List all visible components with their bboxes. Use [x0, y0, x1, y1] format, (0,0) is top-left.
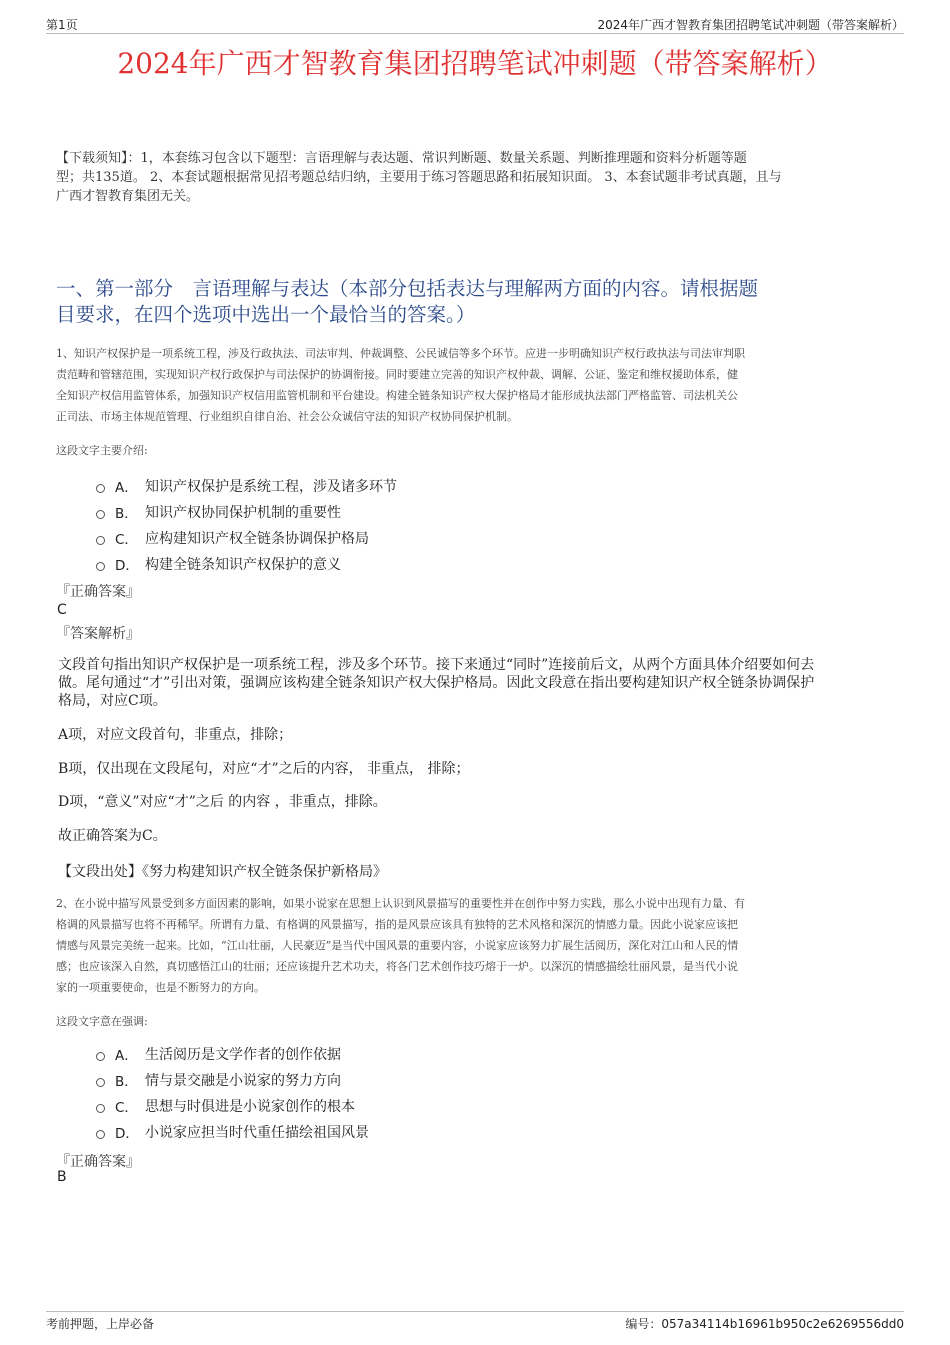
header-doc-title: 2024年广西才智教育集团招聘笔试冲刺题（带答案解析） [597, 18, 904, 32]
document-code [625, 1315, 904, 1332]
correct-answer: C [57, 602, 67, 618]
option-letter: A． [115, 480, 138, 496]
analysis-line: 做。尾句通过“才”引出对策，强调应该构建全链条知识产权大保护格局。因此文段意在指出要构建知识产权全链条协调保护 [58, 675, 815, 691]
option-text: 生活阅历是文学作者的创作依据 [145, 1047, 341, 1063]
analysis-line: 文段首句指出知识产权保护是一项系统工程，涉及多个环节。接下来通过“同时”连接前后文，从两个方面具体介绍要如何去 [58, 657, 815, 673]
question-1-options [96, 473, 397, 577]
question-line: 家的一项重要使命，也是不断努力的方向。 [56, 981, 265, 994]
radio-button-icon[interactable] [96, 484, 105, 493]
section-heading [56, 276, 898, 328]
question-1-text [56, 343, 902, 427]
question-line: 正司法、市场主体规范管理、行业组织自律自治、社会公众诚信守法的知识产权协同保护机制。 [56, 410, 518, 423]
option-letter: B． [115, 1074, 138, 1090]
option-b[interactable] [96, 1067, 369, 1093]
page-header [46, 14, 904, 34]
section-heading-line: 一、第一部分 言语理解与表达（本部分包括表达与理解两方面的内容。请根据题 [56, 277, 759, 300]
section-heading-line: 目要求，在四个选项中选出一个最恰当的答案。） [56, 303, 476, 326]
text-source: 【文段出处】《努力构建知识产权全链条保护新格局》 [58, 864, 387, 880]
page-number: 第1页 [46, 18, 78, 32]
question-line: 全知识产权信用监管体系，加强知识产权信用监管机制和平台建设。构建全链条知识产权大保护格局才能形成执法部门严格监管、司法机关公 [56, 389, 738, 402]
notice-line: 型；共135道。 2、本套试题根据常见招考题总结归纳，主要用于练习答题思路和拓展知识面。 3、本套试题非考试真题，且与 [56, 170, 782, 185]
analysis-line: 格局，对应C项。 [58, 693, 167, 709]
footer-slogan: 考前押题，上岸必备 [46, 1317, 155, 1331]
option-d[interactable] [96, 551, 397, 577]
option-letter: D． [115, 558, 139, 574]
option-letter: B． [115, 506, 138, 522]
question-2-text [56, 893, 902, 998]
question-line: 感；也应该深入自然，真切感悟江山的壮丽；还应该提升艺术功夫，将各门艺术创作技巧熔于一炉。以深沉的情感描绘壮丽风景，是当代小说 [56, 960, 738, 973]
option-letter: C． [115, 1100, 138, 1116]
correct-answer-label: 『正确答案』 [56, 1154, 140, 1170]
question-line: 2、在小说中描写风景受到多方面因素的影响，如果小说家在思想上认识到风景描写的重要性并在创作中努力实践，那么小说中出现有力量、有 [56, 897, 745, 910]
document-title: 2024年广西才智教育集团招聘笔试冲刺题（带答案解析） [117, 47, 833, 80]
notice-line: 【下载须知】：1，本套练习包含以下题型：言语理解与表达题、常识判断题、数量关系题、判断推理题和资料分析题等题 [56, 151, 747, 166]
option-text: 应构建知识产权全链条协调保护格局 [145, 531, 369, 547]
radio-button-icon[interactable] [96, 510, 105, 519]
analysis-conclusion: 故正确答案为C。 [58, 828, 167, 844]
notice-line: 广西才智教育集团无关。 [56, 189, 200, 204]
code-label: 编号： [625, 1317, 662, 1331]
question-line: 格调的风景描写也将不再稀罕。所谓有力量、有格调的风景描写，指的是风景应该具有独特的艺术风格和深沉的情感力量。因此小说家应该把 [56, 918, 738, 931]
download-notice [56, 149, 898, 206]
question-line: 责范畴和管辖范围，实现知识产权行政保护与司法保护的协调衔接。同时要建立完善的知识产权仲裁、调解、公证、鉴定和维权援助体系，健 [56, 368, 738, 381]
question-2-prompt: 这段文字意在强调: [56, 1015, 148, 1028]
option-text: 构建全链条知识产权保护的意义 [145, 557, 341, 573]
question-1-prompt: 这段文字主要介绍: [56, 444, 148, 457]
option-a[interactable] [96, 473, 397, 499]
option-d[interactable] [96, 1119, 369, 1145]
radio-button-icon[interactable] [96, 1078, 105, 1087]
analysis-point: B项，仅出现在文段尾句，对应“才”之后的内容， 非重点， 排除； [58, 761, 470, 777]
option-letter: D． [115, 1126, 139, 1142]
option-text: 小说家应担当时代重任描绘祖国风景 [145, 1125, 369, 1141]
correct-answer-label: 『正确答案』 [56, 584, 140, 600]
option-c[interactable] [96, 525, 397, 551]
option-text: 知识产权协同保护机制的重要性 [145, 505, 341, 521]
option-letter: A． [115, 1048, 138, 1064]
question-line: 情感与风景完美统一起来。比如，“江山壮丽，人民豪迈”是当代中国风景的重要内容，小说家应该努力扩展生活阅历，深化对江山和人民的情 [56, 939, 739, 952]
option-text: 情与景交融是小说家的努力方向 [145, 1073, 341, 1089]
analysis-label: 『答案解析』 [56, 626, 140, 642]
option-letter: C． [115, 532, 138, 548]
radio-button-icon[interactable] [96, 1130, 105, 1139]
option-text: 知识产权保护是系统工程，涉及诸多环节 [145, 479, 397, 495]
correct-answer: B [57, 1169, 67, 1185]
option-a[interactable] [96, 1041, 369, 1067]
option-c[interactable] [96, 1093, 369, 1119]
page-footer [46, 1311, 904, 1333]
analysis-text [58, 656, 890, 710]
option-text: 思想与时俱进是小说家创作的根本 [145, 1099, 355, 1115]
radio-button-icon[interactable] [96, 536, 105, 545]
analysis-point: D项，“意义”对应“才”之后 的内容 ，非重点，排除。 [58, 794, 387, 810]
code-value: 057a34114b16961b950c2e6269556dd0 [661, 1317, 904, 1331]
radio-button-icon[interactable] [96, 1052, 105, 1061]
question-2-options [96, 1041, 369, 1145]
question-line: 1、知识产权保护是一项系统工程，涉及行政执法、司法审判、仲裁调整、公民诚信等多个环节。应进一步明确知识产权行政执法与司法审判职 [56, 347, 745, 360]
option-b[interactable] [96, 499, 397, 525]
radio-button-icon[interactable] [96, 562, 105, 571]
analysis-point: A项，对应文段首句，非重点，排除； [58, 727, 293, 743]
radio-button-icon[interactable] [96, 1104, 105, 1113]
